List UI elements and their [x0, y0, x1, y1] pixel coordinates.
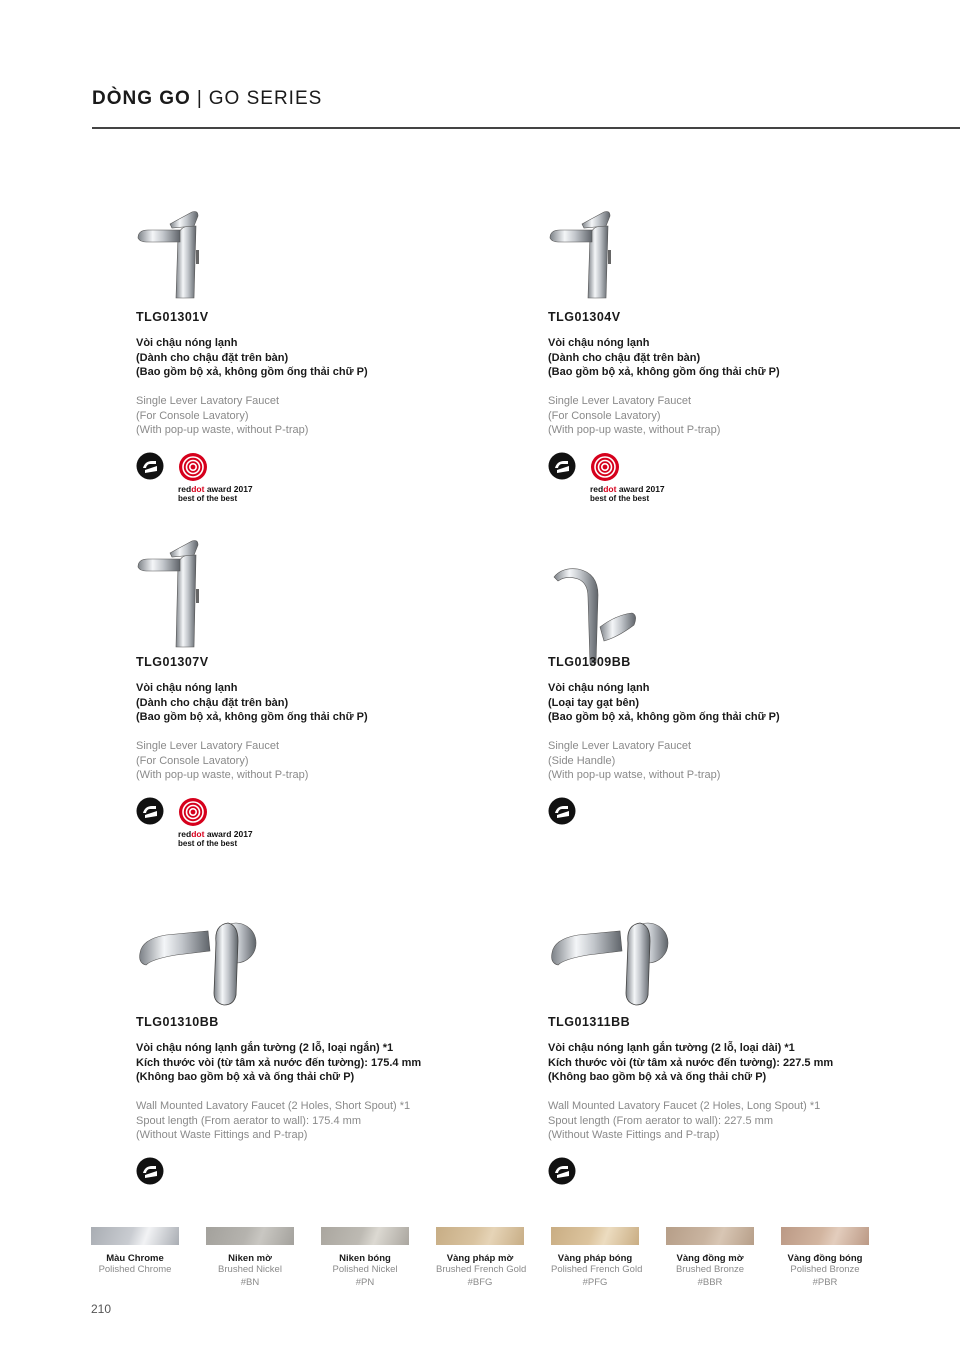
- finish-swatches: [91, 1227, 881, 1297]
- finish-name-en: Brushed Bronze: [675, 1264, 745, 1275]
- header-rule: [92, 127, 960, 129]
- description-line: (Không bao gồm bộ xả và ống thải chữ P): [548, 1071, 767, 1084]
- reddot-brand-red: red: [590, 484, 604, 494]
- description-line: Wall Mounted Lavatory Faucet (2 Holes, Short Spout) *1: [136, 1100, 411, 1112]
- description-line: (Bao gồm bộ xả, không gồm ống thải chữ P): [548, 711, 780, 724]
- reddot-subtitle: best of the best: [590, 494, 650, 503]
- product-code: TLG01307V: [136, 655, 209, 669]
- series-title-en: GO SERIES: [208, 88, 323, 109]
- description-line: Vòi chậu nóng lạnh: [136, 337, 238, 349]
- product-badges: [136, 452, 336, 508]
- faucet-label-icon: [136, 452, 164, 480]
- reddot-subtitle: best of the best: [178, 494, 238, 503]
- description-line: (Loại tay gạt bên): [548, 696, 640, 709]
- reddot-award-text: [590, 484, 665, 494]
- product-card: [136, 545, 516, 848]
- finish-code: #BN: [240, 1276, 260, 1288]
- description-line: (Không bao gồm bộ xả và ống thải chữ P): [136, 1071, 355, 1084]
- description-line: (Dành cho chậu đặt trên bàn): [548, 351, 701, 364]
- description-line: (Without Waste Fittings and P-trap): [548, 1129, 720, 1142]
- description-line: (Bao gồm bộ xả, không gồm ống thải chữ P): [136, 366, 368, 379]
- reddot-brand-dot: dot: [191, 484, 205, 494]
- description-line: (Side Handle): [548, 754, 616, 767]
- product-image: [548, 208, 678, 298]
- description-line: Spout length (From aerator to wall): 175.4 mm: [136, 1114, 361, 1127]
- product-image: [548, 913, 678, 1003]
- finish-swatch: [436, 1227, 527, 1289]
- finish-code: #BFG: [467, 1276, 493, 1288]
- title-separator: |: [196, 88, 203, 109]
- product-badges: [136, 1157, 336, 1213]
- finish-name-vi: Vàng đồng mờ: [676, 1253, 744, 1264]
- product-code: TLG01310BB: [136, 1015, 219, 1029]
- reddot-award-year: award 2017: [616, 484, 665, 494]
- finish-code: #PFG: [582, 1276, 608, 1288]
- finish-name-en: Polished Bronze: [790, 1264, 860, 1275]
- product-image: [548, 555, 678, 645]
- finish-color-chip: [206, 1227, 294, 1245]
- finish-color-chip: [436, 1227, 524, 1245]
- product-description-vi: [548, 1041, 833, 1085]
- reddot-brand-red: red: [178, 829, 192, 839]
- finish-name-vi: Niken bóng: [339, 1253, 391, 1264]
- reddot-brand-dot: dot: [603, 484, 617, 494]
- product-image: [136, 913, 266, 1003]
- product-badges: [136, 797, 336, 853]
- description-line: Vòi chậu nóng lạnh: [548, 337, 650, 349]
- description-line: (For Console Lavatory): [548, 409, 661, 422]
- reddot-icon: [178, 797, 208, 827]
- description-line: Single Lever Lavatory Faucet: [136, 740, 280, 752]
- description-line: Single Lever Lavatory Faucet: [136, 395, 280, 407]
- reddot-award-logo: [178, 452, 268, 508]
- finish-swatch: [206, 1227, 294, 1289]
- finish-color-chip: [321, 1227, 409, 1245]
- description-line: Vòi chậu nóng lạnh: [136, 682, 238, 694]
- product-code: TLG01301V: [136, 310, 209, 324]
- description-line: (For Console Lavatory): [136, 409, 249, 422]
- description-line: (Bao gồm bộ xả, không gồm ống thải chữ P): [136, 711, 368, 724]
- description-line: Single Lever Lavatory Faucet: [548, 395, 692, 407]
- reddot-icon: [590, 452, 620, 482]
- description-line: Single Lever Lavatory Faucet: [548, 740, 692, 752]
- description-line: (With pop-up waste, without P-trap): [548, 424, 721, 437]
- finish-name-vi: Vàng pháp bóng: [557, 1253, 633, 1264]
- description-line: (With pop-up waste, without P-trap): [136, 424, 309, 437]
- finish-name-en: Polished Chrome: [98, 1264, 172, 1275]
- product-badges: [548, 797, 748, 853]
- finish-name-vi: Niken mờ: [228, 1253, 272, 1264]
- product-code: TLG01311BB: [548, 1015, 631, 1029]
- finish-swatch: [91, 1227, 179, 1277]
- page-number: 210: [91, 1302, 112, 1316]
- finish-code: #PBR: [812, 1276, 838, 1288]
- finish-color-chip: [666, 1227, 754, 1245]
- finish-color-chip: [781, 1227, 869, 1245]
- finish-code: #BBR: [697, 1276, 723, 1288]
- reddot-award-logo: [178, 797, 268, 853]
- finish-name-en: Polished French Gold: [551, 1264, 643, 1275]
- product-code: TLG01309BB: [548, 655, 631, 669]
- finish-swatch: [321, 1227, 409, 1289]
- finish-code: #PN: [355, 1276, 375, 1288]
- reddot-subtitle: best of the best: [178, 839, 238, 848]
- description-line: Vòi chậu nóng lạnh gắn tường (2 lỗ, loại ngắn) *1: [136, 1042, 394, 1054]
- faucet-label-icon: [548, 797, 576, 825]
- product-code: TLG01304V: [548, 310, 621, 324]
- product-description-vi: [136, 681, 368, 725]
- product-description-en: [548, 739, 720, 783]
- reddot-award-year: award 2017: [204, 829, 253, 839]
- reddot-award-logo: [590, 452, 680, 508]
- description-line: Kích thước vòi (từ tâm xả nước đến tường): 175.4 mm: [136, 1056, 422, 1069]
- product-description-en: [136, 1099, 410, 1143]
- finish-name-en: Polished Nickel: [332, 1264, 398, 1275]
- product-description-vi: [548, 336, 780, 380]
- product-description-en: [136, 394, 308, 438]
- finish-name-vi: Vàng đồng bóng: [787, 1253, 863, 1264]
- description-line: Kích thước vòi (từ tâm xả nước đến tường): 227.5 mm: [548, 1056, 834, 1069]
- reddot-icon: [178, 452, 208, 482]
- description-line: Vòi chậu nóng lạnh: [548, 682, 650, 694]
- description-line: Spout length (From aerator to wall): 227.5 mm: [548, 1114, 773, 1127]
- finish-name-vi: Vàng pháp mờ: [446, 1253, 514, 1264]
- description-line: (Bao gồm bộ xả, không gồm ống thải chữ P): [548, 366, 780, 379]
- product-badges: [548, 1157, 748, 1213]
- product-card: [548, 545, 928, 845]
- product-card: [136, 905, 516, 1205]
- finish-name-vi: Màu Chrome: [106, 1253, 164, 1264]
- faucet-label-icon: [136, 1157, 164, 1185]
- product-description-vi: [136, 1041, 421, 1085]
- page-header: [92, 88, 322, 110]
- reddot-award-text: [178, 484, 253, 494]
- faucet-label-icon: [136, 797, 164, 825]
- faucet-label-icon: [548, 452, 576, 480]
- product-card: [548, 200, 928, 503]
- description-line: (With pop-up waste, without P-trap): [136, 769, 309, 782]
- description-line: (For Console Lavatory): [136, 754, 249, 767]
- product-description-en: [136, 739, 308, 783]
- finish-name-en: Brushed Nickel: [218, 1264, 282, 1275]
- finish-swatch: [551, 1227, 643, 1289]
- reddot-award-year: award 2017: [204, 484, 253, 494]
- product-description-vi: [136, 336, 368, 380]
- description-line: (With pop-up watse, without P-trap): [548, 769, 721, 782]
- product-description-en: [548, 394, 720, 438]
- finish-swatch: [781, 1227, 869, 1289]
- faucet-label-icon: [548, 1157, 576, 1185]
- reddot-brand-dot: dot: [191, 829, 205, 839]
- finish-color-chip: [91, 1227, 179, 1245]
- product-card: [548, 905, 928, 1205]
- finish-color-chip: [551, 1227, 639, 1245]
- reddot-brand-red: red: [178, 484, 192, 494]
- product-badges: [548, 452, 748, 508]
- product-description-vi: [548, 681, 780, 725]
- description-line: (Dành cho chậu đặt trên bàn): [136, 351, 289, 364]
- product-card: [136, 200, 516, 503]
- description-line: (Without Waste Fittings and P-trap): [136, 1129, 308, 1142]
- reddot-award-text: [178, 829, 253, 839]
- product-image: [136, 537, 266, 627]
- description-line: (Dành cho chậu đặt trên bàn): [136, 696, 289, 709]
- product-description-en: [548, 1099, 820, 1143]
- series-title-vi: DÒNG GO: [92, 88, 191, 109]
- product-image: [136, 208, 266, 298]
- description-line: Vòi chậu nóng lạnh gắn tường (2 lỗ, loại dài) *1: [548, 1042, 795, 1054]
- finish-name-en: Brushed French Gold: [436, 1264, 527, 1275]
- finish-swatch: [666, 1227, 754, 1289]
- description-line: Wall Mounted Lavatory Faucet (2 Holes, Long Spout) *1: [548, 1100, 821, 1112]
